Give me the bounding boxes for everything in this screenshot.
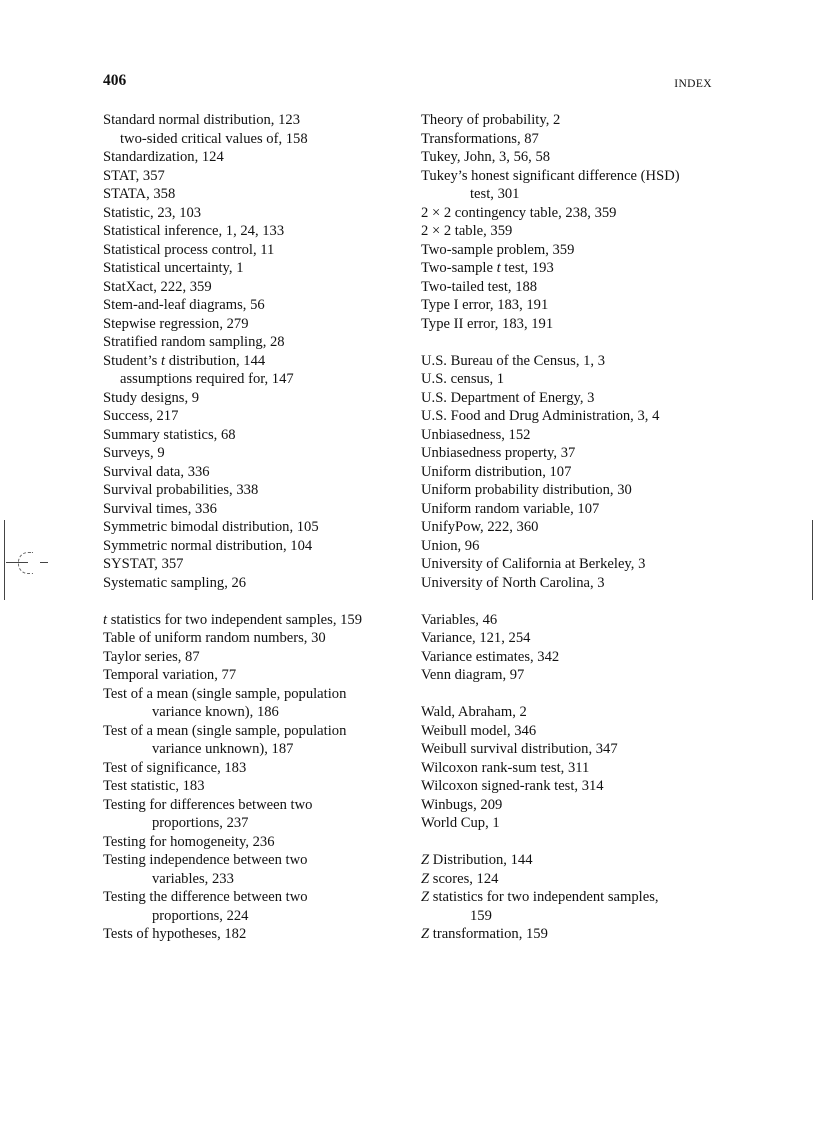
index-entry: Tests of hypotheses, 182 bbox=[103, 926, 247, 942]
entry-text-part: statistics for two independent samples, bbox=[429, 889, 659, 905]
entry-text-part: Z bbox=[421, 852, 430, 868]
entry-text-part: Student’s bbox=[103, 352, 161, 369]
index-entry: StatXact, 222, 359 bbox=[103, 278, 212, 295]
index-entry: Theory of probability, 2 bbox=[421, 112, 561, 128]
index-entry bbox=[421, 870, 741, 889]
index-entry: Testing for differences between two bbox=[103, 796, 313, 813]
index-entry: Surveys, 9 bbox=[103, 445, 165, 461]
index-entry: U.S. Bureau of the Census, 1, 3 bbox=[421, 352, 606, 369]
index-entry: Test statistic, 183 bbox=[103, 778, 205, 794]
entry-text-part: transformation, 159 bbox=[429, 926, 548, 942]
index-entry: Type II error, 183, 191 bbox=[421, 315, 554, 332]
index-entry: Test of significance, 183 bbox=[103, 759, 247, 776]
index-entry: STAT, 357 bbox=[103, 167, 165, 184]
index-entry: Success, 217 bbox=[103, 408, 179, 424]
index-entry bbox=[421, 925, 741, 944]
entry-text-part: distribution, 144 bbox=[165, 352, 266, 369]
index-entry: University of California at Berkeley, 3 bbox=[421, 556, 646, 572]
index-entry: Statistical uncertainty, 1 bbox=[103, 260, 244, 276]
index-entry: Wilcoxon signed-rank test, 314 bbox=[421, 778, 604, 794]
index-entry-continuation: proportions, 237 bbox=[152, 815, 249, 831]
index-entry: Unbiasedness property, 37 bbox=[421, 445, 576, 461]
entry-text-part: Distribution, 144 bbox=[429, 852, 533, 868]
index-subentry: two-sided critical values of, 158 bbox=[120, 130, 308, 147]
index-entry: 2 × 2 table, 359 bbox=[421, 223, 513, 239]
index-entry: U.S. Department of Energy, 3 bbox=[421, 389, 595, 406]
group-spacer bbox=[103, 592, 423, 611]
index-entry: Stratified random sampling, 28 bbox=[103, 334, 285, 350]
crop-mark-vertical bbox=[4, 520, 5, 600]
index-entry bbox=[421, 851, 741, 870]
index-entry: Standardization, 124 bbox=[103, 149, 224, 165]
index-column-right bbox=[421, 111, 741, 944]
index-entry: U.S. Food and Drug Administration, 3, 4 bbox=[421, 408, 660, 424]
index-entry: Uniform random variable, 107 bbox=[421, 500, 600, 517]
index-entry: Variance, 121, 254 bbox=[421, 630, 531, 646]
index-entry: Statistic, 23, 103 bbox=[103, 204, 202, 221]
index-entry bbox=[421, 259, 741, 278]
index-entry: Type I error, 183, 191 bbox=[421, 297, 549, 313]
index-entry bbox=[103, 352, 423, 371]
index-entry: Variables, 46 bbox=[421, 611, 498, 628]
index-entry: Stem-and-leaf diagrams, 56 bbox=[103, 297, 265, 313]
index-entry: Tukey’s honest significant difference (HSD) bbox=[421, 167, 680, 184]
index-entry: World Cup, 1 bbox=[421, 815, 500, 831]
index-entry: Statistical process control, 11 bbox=[103, 241, 275, 258]
index-entry: Test of a mean (single sample, population bbox=[103, 722, 347, 739]
crop-mark-vertical-right bbox=[812, 520, 813, 600]
index-entry: SYSTAT, 357 bbox=[103, 556, 184, 572]
index-entry: Uniform distribution, 107 bbox=[421, 463, 572, 480]
index-entry: Two-sample problem, 359 bbox=[421, 241, 575, 258]
index-entry: Variance estimates, 342 bbox=[421, 648, 560, 665]
index-entry: Survival data, 336 bbox=[103, 463, 210, 480]
index-entry: Wilcoxon rank-sum test, 311 bbox=[421, 759, 590, 776]
entry-text-part: t bbox=[496, 260, 501, 276]
index-entry: Study designs, 9 bbox=[103, 389, 200, 406]
index-entry-continuation: test, 301 bbox=[470, 186, 520, 202]
entry-text-part: test, 193 bbox=[500, 260, 554, 276]
entry-text-part: Z bbox=[421, 870, 430, 887]
index-entry: Testing for homogeneity, 236 bbox=[103, 833, 275, 850]
group-spacer bbox=[421, 685, 741, 704]
index-entry: Transformations, 87 bbox=[421, 130, 539, 147]
registration-mark bbox=[18, 552, 33, 574]
entry-text-part: Z bbox=[421, 889, 430, 905]
index-entry: Summary statistics, 68 bbox=[103, 426, 236, 443]
index-entry: Weibull survival distribution, 347 bbox=[421, 741, 618, 757]
index-entry-continuation: proportions, 224 bbox=[152, 907, 249, 924]
group-spacer bbox=[421, 833, 741, 852]
index-entry: Two-tailed test, 188 bbox=[421, 278, 538, 295]
index-entry: Venn diagram, 97 bbox=[421, 667, 525, 683]
index-entry: 2 × 2 contingency table, 238, 359 bbox=[421, 204, 617, 221]
index-entry: Systematic sampling, 26 bbox=[103, 574, 247, 591]
index-entry: Testing the difference between two bbox=[103, 889, 308, 905]
index-entry: Test of a mean (single sample, population bbox=[103, 685, 347, 702]
entry-text-part: t bbox=[103, 611, 108, 628]
index-entry: Wald, Abraham, 2 bbox=[421, 704, 527, 720]
entry-text-part: scores, 124 bbox=[429, 870, 499, 887]
index-entry: Standard normal distribution, 123 bbox=[103, 112, 300, 128]
index-entry: Weibull model, 346 bbox=[421, 722, 537, 739]
entry-text-part: Z bbox=[421, 926, 430, 942]
index-entry-continuation: 159 bbox=[470, 907, 492, 924]
index-entry: University of North Carolina, 3 bbox=[421, 574, 605, 591]
index-entry bbox=[421, 888, 741, 907]
index-entry: Survival probabilities, 338 bbox=[103, 482, 259, 498]
index-entry: Statistical inference, 1, 24, 133 bbox=[103, 223, 285, 239]
index-entry bbox=[103, 611, 423, 630]
entry-text-part: statistics for two independent samples, 159 bbox=[107, 611, 363, 628]
index-entry: Unbiasedness, 152 bbox=[421, 426, 531, 443]
page-number: 406 bbox=[103, 72, 127, 89]
index-entry: Table of uniform random numbers, 30 bbox=[103, 630, 326, 646]
index-entry: STATA, 358 bbox=[103, 186, 176, 202]
index-entry: Tukey, John, 3, 56, 58 bbox=[421, 149, 551, 165]
index-entry: U.S. census, 1 bbox=[421, 371, 505, 387]
index-entry: Taylor series, 87 bbox=[103, 648, 200, 665]
entry-text-part: t bbox=[160, 352, 166, 369]
entry-text-part: Two-sample bbox=[421, 260, 497, 276]
index-entry-continuation: variance known), 186 bbox=[152, 704, 279, 720]
index-entry: Temporal variation, 77 bbox=[103, 667, 237, 683]
index-entry: Uniform probability distribution, 30 bbox=[421, 482, 632, 498]
index-entry: Winbugs, 209 bbox=[421, 796, 503, 813]
crop-mark-horizontal-right bbox=[40, 562, 48, 563]
index-entry-continuation: variance unknown), 187 bbox=[152, 741, 294, 757]
group-spacer bbox=[421, 333, 741, 352]
running-head: INDEX bbox=[674, 78, 712, 90]
index-column-left bbox=[103, 111, 423, 944]
index-entry: Stepwise regression, 279 bbox=[103, 315, 249, 332]
index-entry-continuation: variables, 233 bbox=[152, 870, 234, 887]
index-entry: Symmetric bimodal distribution, 105 bbox=[103, 519, 319, 535]
group-spacer bbox=[421, 592, 741, 611]
index-entry: Survival times, 336 bbox=[103, 500, 217, 517]
index-subentry: assumptions required for, 147 bbox=[120, 371, 294, 387]
index-entry: Testing independence between two bbox=[103, 852, 308, 868]
index-entry: Union, 96 bbox=[421, 537, 480, 554]
index-entry: UnifyPow, 222, 360 bbox=[421, 519, 539, 535]
index-entry: Symmetric normal distribution, 104 bbox=[103, 537, 313, 554]
